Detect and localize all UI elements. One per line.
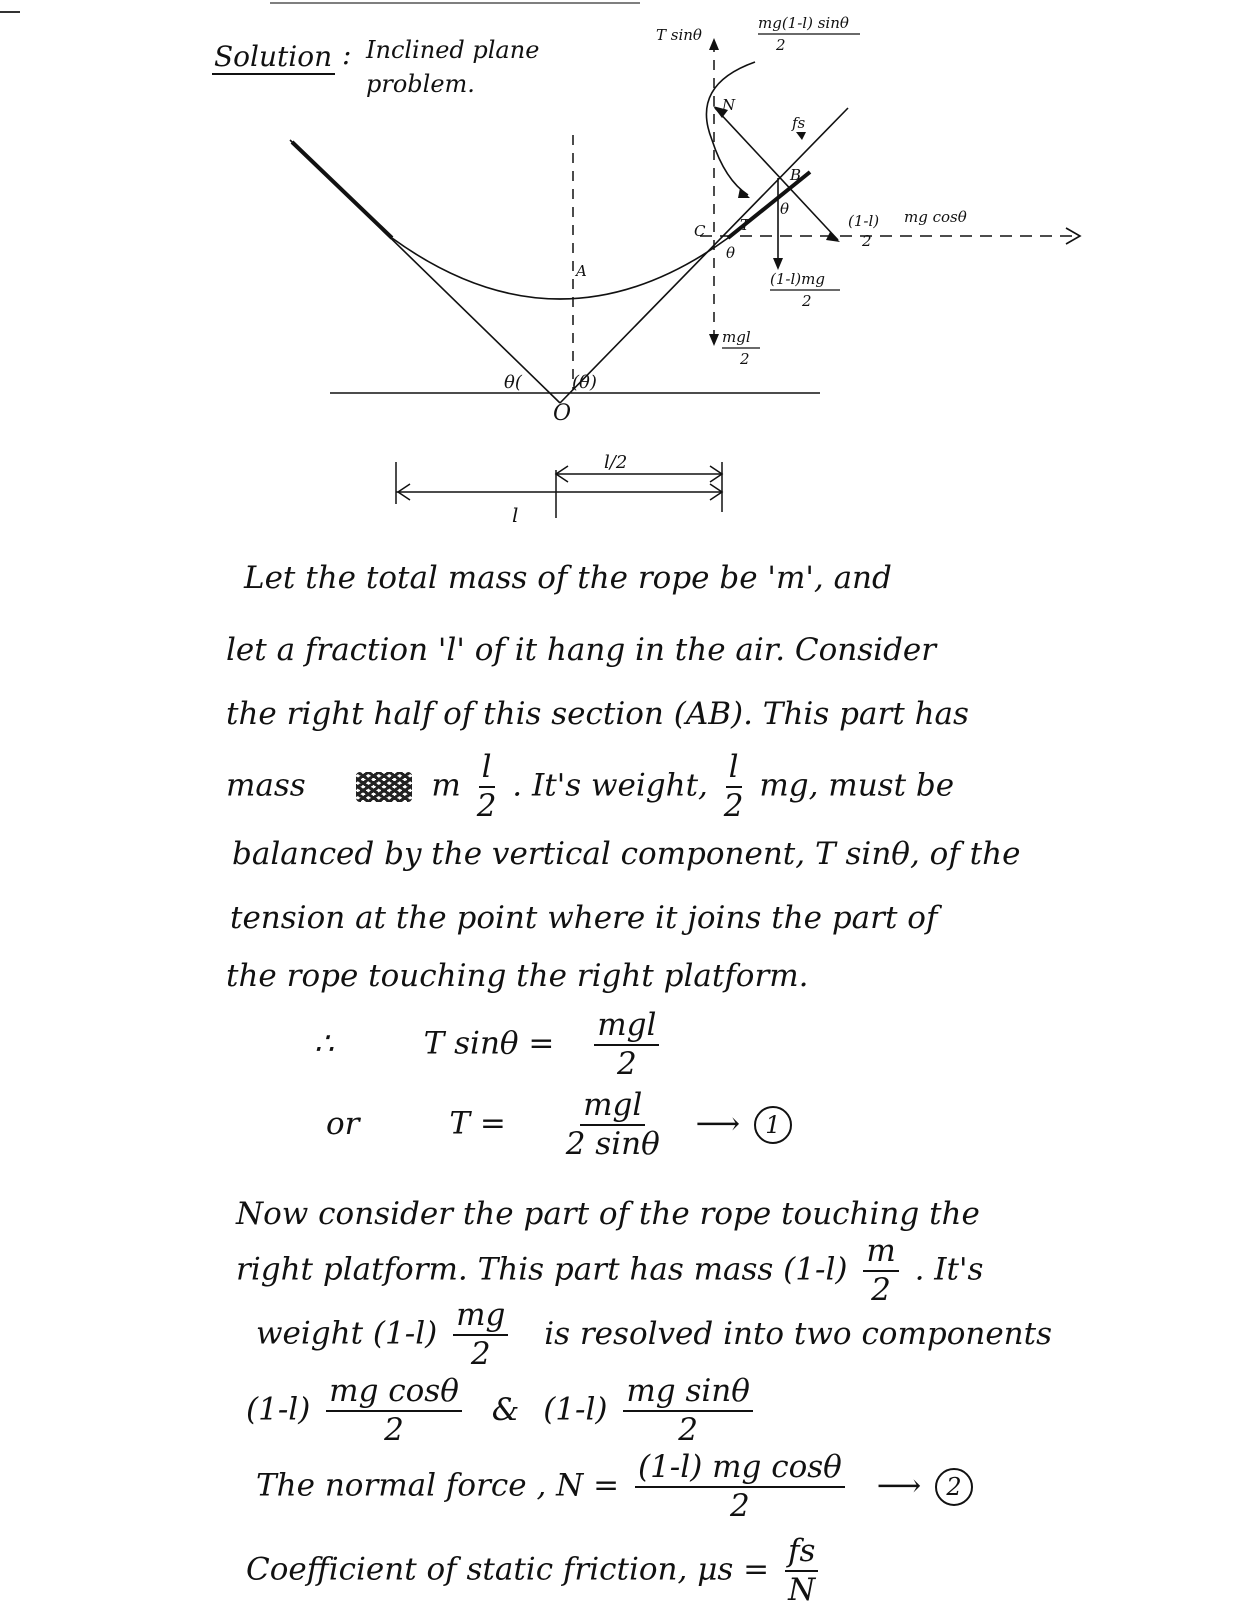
label-theta-b: θ: [780, 200, 790, 218]
line11-fraction-2: [623, 1373, 753, 1448]
line12-tag: 2: [935, 1468, 973, 1506]
text-line-6: tension at the point where it joins the part of: [230, 900, 938, 936]
text-line-5: balanced by the vertical component, T sinθ, of the: [232, 836, 1021, 872]
line10-a: weight (1-l): [256, 1315, 438, 1352]
line9-b: . It's: [914, 1251, 984, 1288]
eq2-fraction: [565, 1087, 660, 1162]
line12-den: 2: [730, 1488, 750, 1524]
weight-arrowhead: [773, 258, 783, 270]
line13-den: N: [788, 1572, 816, 1608]
line11-den2: 2: [678, 1412, 699, 1448]
label-theta-right: (θ): [572, 372, 597, 393]
therefore-symbol: ∴: [314, 1025, 334, 1062]
topic-line-1: Inclined plane: [366, 36, 540, 64]
text-line-13: [246, 1533, 824, 1608]
label-theta-c: θ: [726, 244, 736, 262]
line11-amp: &: [491, 1391, 520, 1428]
label-half-l: l/2: [604, 452, 628, 473]
line4-frac2-num: l: [726, 752, 742, 788]
text-line-4: [226, 749, 955, 824]
heading-colon: :: [342, 38, 352, 71]
text-line-3: the right half of this section (AB). This part has: [226, 696, 969, 732]
line11-b: (1-l): [543, 1391, 608, 1428]
topic-line-2: problem.: [366, 70, 475, 98]
label-n: N: [722, 96, 736, 114]
line12-fraction: [635, 1449, 845, 1524]
line9-den: 2: [871, 1272, 891, 1308]
line12-num: (1-l) mg cosθ: [635, 1452, 845, 1488]
line4-mass: mass: [226, 767, 306, 804]
eq1-num: mgl: [594, 1010, 659, 1046]
line11-num2: mg sinθ: [623, 1376, 753, 1412]
line4-frac-den: 2: [476, 788, 497, 824]
inclined-plane-diagram: [0, 0, 1233, 540]
eq1-den: 2: [616, 1046, 637, 1082]
line12-arrow: ⟶: [876, 1467, 922, 1504]
line11-a: (1-l): [246, 1391, 311, 1428]
text-line-11: [246, 1373, 759, 1448]
label-mg-vert-den: 2: [802, 292, 812, 310]
eq1-fraction: [594, 1007, 659, 1082]
label-o: O: [553, 401, 572, 426]
label-mg-cos-den: 2: [862, 232, 872, 250]
eq2-num: mgl: [580, 1090, 645, 1126]
label-c: C: [694, 222, 706, 240]
line11-fraction-1: [326, 1373, 462, 1448]
line10-b: is resolved into two components: [544, 1315, 1053, 1352]
label-fs: fs: [792, 114, 806, 132]
line9-a: right platform. This part has mass (1-l): [236, 1251, 848, 1288]
text-line-1: Let the total mass of the rope be 'm', and: [244, 560, 892, 596]
equation-1: [314, 1007, 665, 1082]
line12-a: The normal force , N =: [256, 1467, 620, 1504]
label-b: B: [790, 166, 802, 184]
label-a: A: [576, 262, 587, 280]
label-mgl: mgl: [722, 328, 751, 346]
line9-num: m: [863, 1236, 898, 1272]
line10-den: 2: [470, 1336, 491, 1372]
line10-fraction: [453, 1297, 508, 1372]
eq1-lhs: T sinθ =: [423, 1025, 555, 1062]
line10-num: mg: [453, 1300, 508, 1336]
label-mg-vert: (1-l)mg: [770, 270, 825, 288]
label-mg-cos-coeff: (1-l): [848, 212, 880, 230]
line11-num1: mg cosθ: [326, 1376, 462, 1412]
label-t-sin: T sinθ: [656, 26, 702, 44]
line4-frac-num: l: [479, 752, 495, 788]
text-line-8: Now consider the part of the rope touching the: [236, 1196, 980, 1232]
label-t: T: [740, 216, 751, 234]
label-mgl-den: 2: [740, 350, 750, 368]
curved-arrow-head: [738, 188, 750, 198]
right-incline: [560, 108, 848, 403]
eq2-den: 2 sinθ: [565, 1126, 660, 1162]
line4-frac2-den: 2: [723, 788, 744, 824]
eq2-or: or: [326, 1105, 360, 1142]
eq2-tag: 1: [754, 1106, 792, 1144]
line4-fraction: [476, 749, 497, 824]
label-theta-left: θ(: [504, 372, 522, 393]
solution-word: Solution: [214, 40, 333, 73]
label-l: l: [512, 503, 519, 527]
line13-a: Coefficient of static friction, μs =: [246, 1551, 770, 1588]
hanging-rope-curve: [392, 238, 728, 299]
text-line-12: [256, 1449, 973, 1524]
line4-weight: . It's weight,: [512, 767, 708, 804]
line9-fraction: [863, 1233, 898, 1308]
crossed-out-scribble: [356, 772, 412, 802]
line4-must: mg, must be: [759, 767, 955, 804]
line11-den1: 2: [384, 1412, 404, 1448]
text-line-7: the rope touching the right platform.: [226, 958, 809, 994]
equation-2: [326, 1087, 792, 1162]
friction-arrowhead: [796, 132, 806, 140]
line4-fraction-2: [723, 749, 744, 824]
label-mg-component: mg(1-l) sinθ: [758, 14, 849, 32]
line4-m: m: [431, 767, 461, 804]
label-mg-cos: mg cosθ: [904, 208, 967, 226]
mgl-arrowhead: [709, 334, 719, 346]
eq2-arrow: ⟶: [695, 1105, 741, 1142]
t-sin-arrowhead: [709, 38, 719, 50]
left-rope-contact: [292, 142, 392, 238]
line13-num: fs: [785, 1536, 818, 1572]
text-line-2: let a fraction 'l' of it hang in the air. Consider: [226, 632, 937, 668]
label-mg-component-den: 2: [776, 36, 786, 54]
eq2-lhs: T =: [449, 1105, 506, 1142]
normal-line: [715, 108, 838, 240]
text-line-10: [256, 1297, 1053, 1372]
line13-fraction: [785, 1533, 818, 1608]
text-line-9: [236, 1233, 984, 1308]
